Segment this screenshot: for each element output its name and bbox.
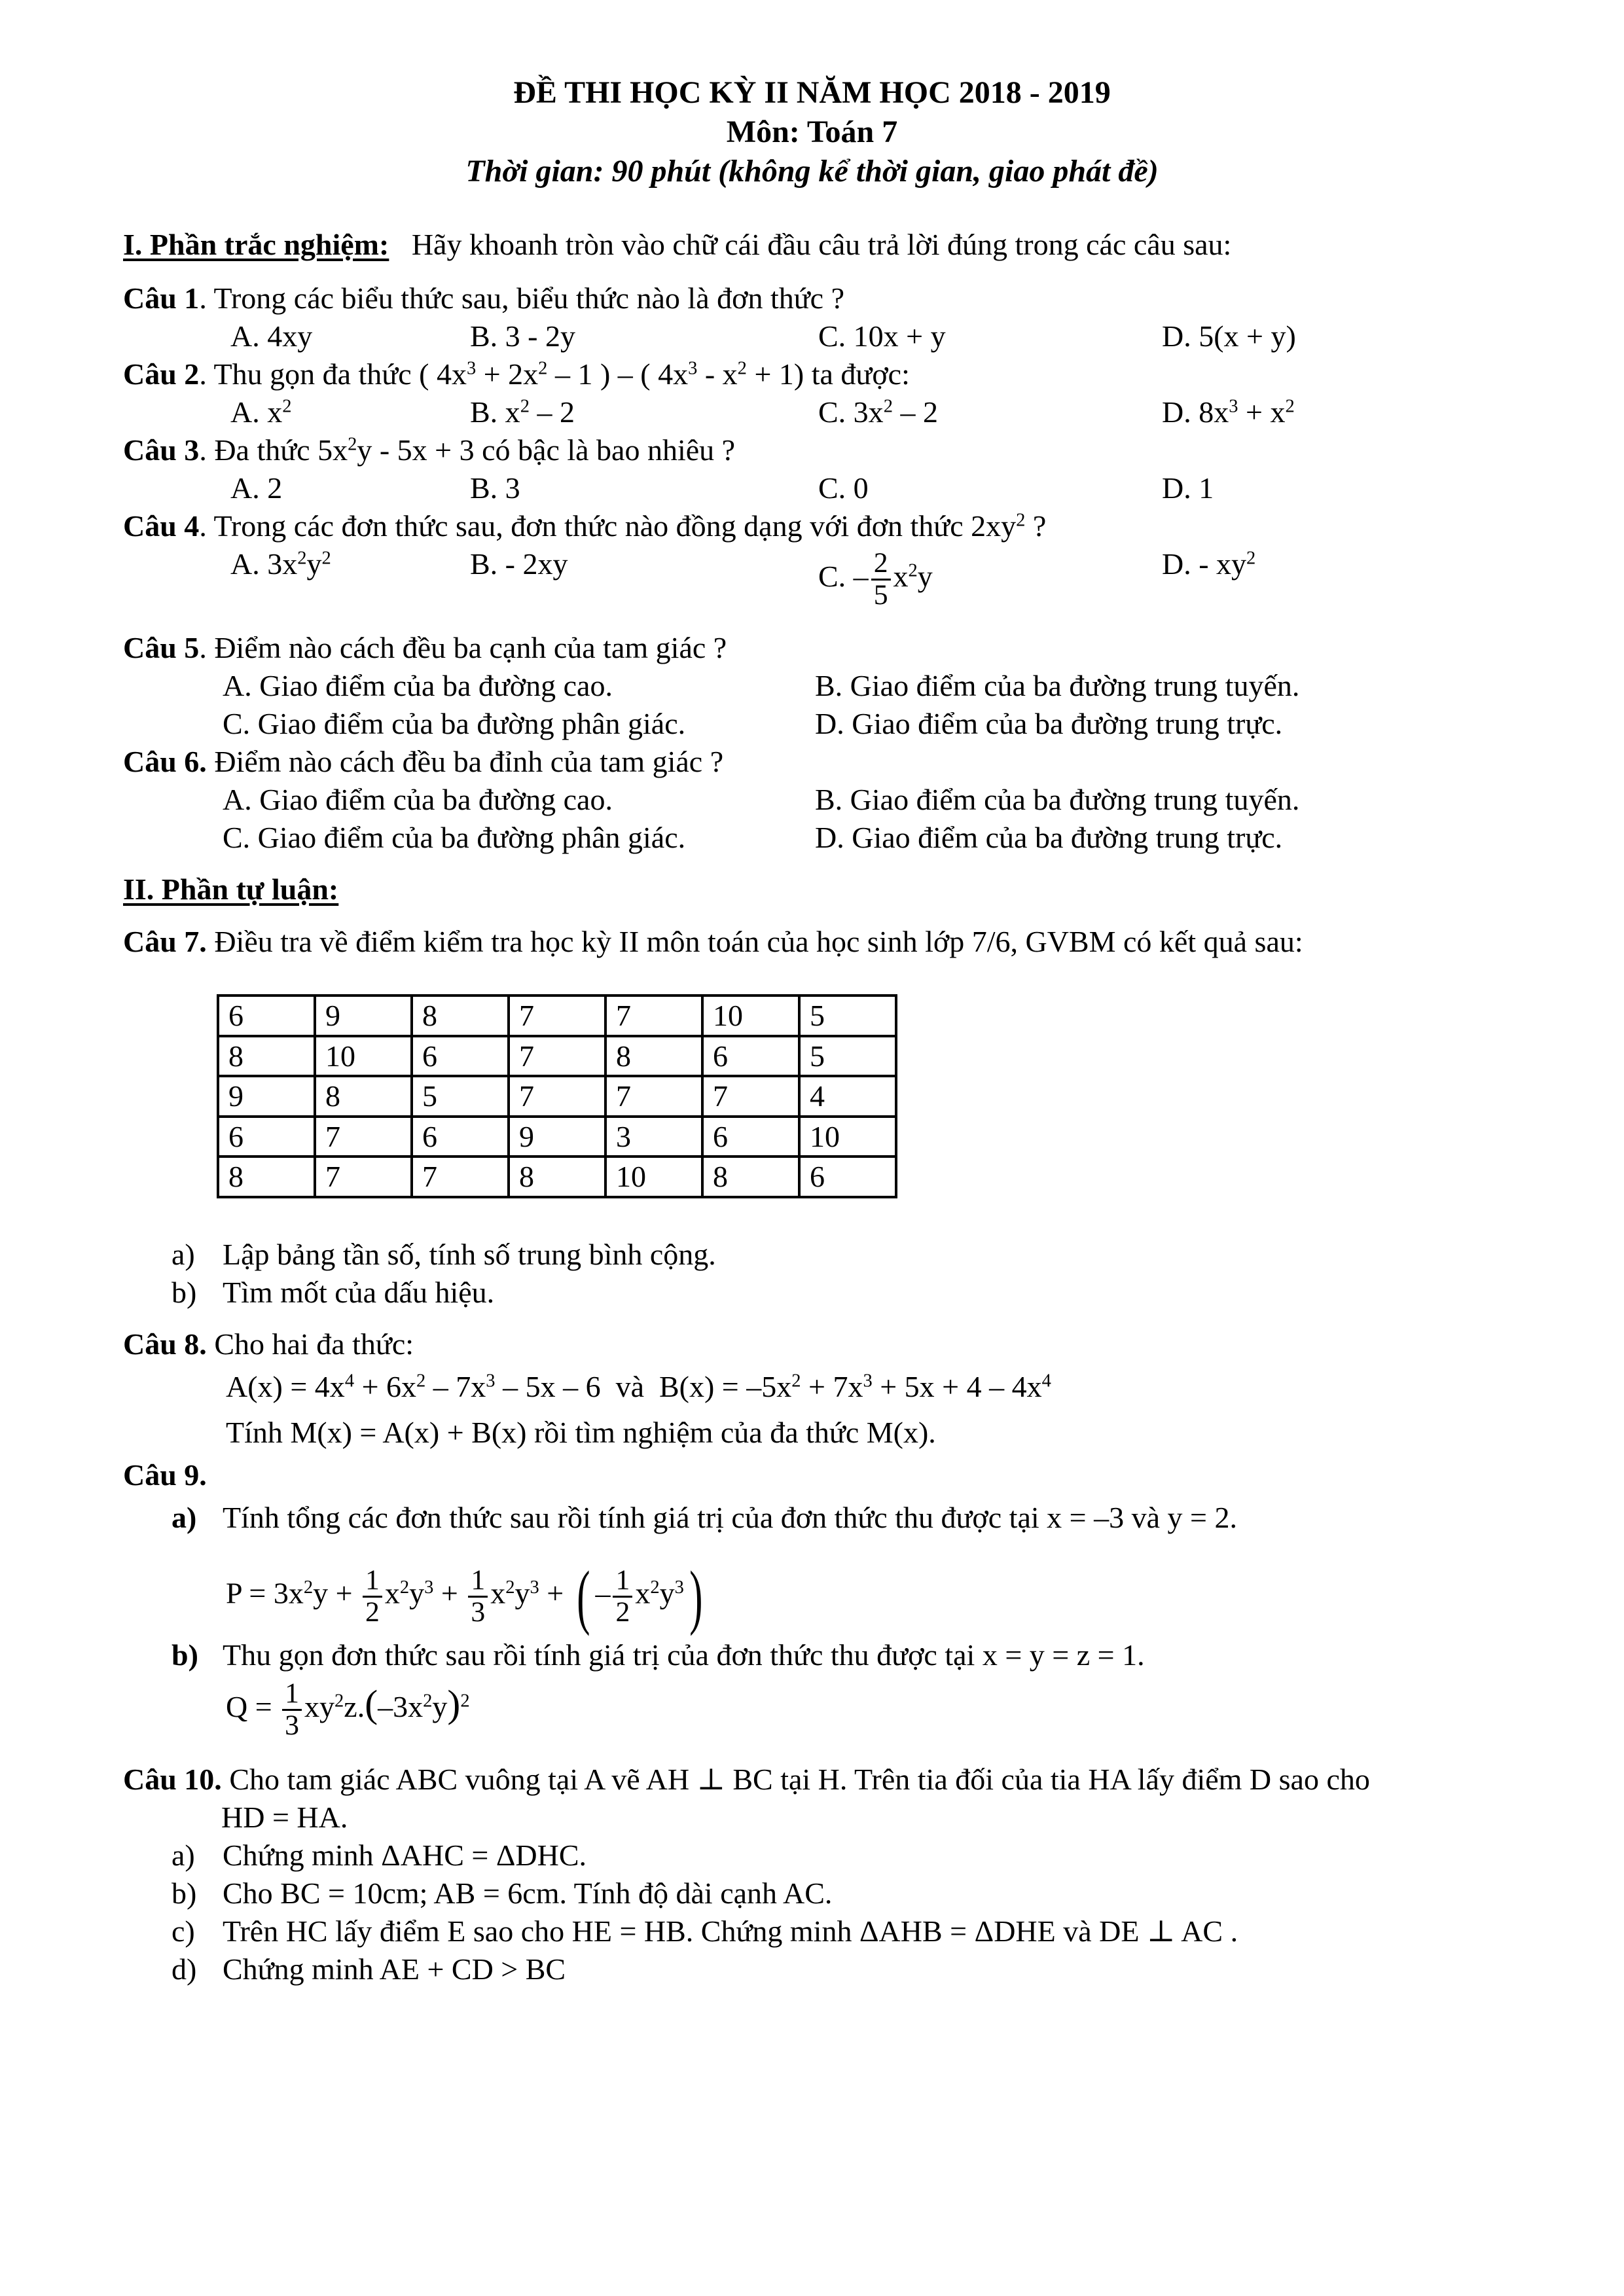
question-label: Câu 4 <box>123 509 200 543</box>
exponent: 2 <box>416 1371 426 1391</box>
table-cell: 8 <box>218 1036 315 1077</box>
exponent: 2 <box>303 1577 314 1598</box>
left-paren: ( <box>365 1681 378 1725</box>
item-text: Cho BC = 10cm; AB = 6cm. Tính độ dài cạnh AC. <box>223 1876 833 1910</box>
exponent: 2 <box>297 548 307 569</box>
numerator: 1 <box>363 1566 382 1598</box>
q2-text: . Thu gọn đa thức ( 4x <box>199 357 467 391</box>
table-cell: 10 <box>799 1117 896 1157</box>
exponent: 2 <box>1285 396 1295 417</box>
q1-option-c: C. 10x + y <box>818 319 946 353</box>
item-text: . <box>1137 1638 1145 1672</box>
formula-part: – <box>595 1576 611 1610</box>
q6-option-c: C. Giao điểm của ba đường phân giác. <box>223 821 686 854</box>
poly-a: – 5x – 6 <box>495 1370 601 1403</box>
exponent: 3 <box>674 1577 684 1598</box>
condition: x = –3 và y = 2 <box>1047 1501 1230 1534</box>
task-formula: M(x) <box>866 1416 929 1449</box>
formula-p <box>226 1551 708 1641</box>
table-row <box>218 1157 896 1197</box>
q1-option-d: D. 5(x + y) <box>1162 319 1296 353</box>
option-text: A. x <box>230 395 283 429</box>
table-cell: 10 <box>605 1157 702 1197</box>
q2-option-d <box>1162 393 1295 431</box>
formula-part: P = 3x <box>226 1576 304 1610</box>
formula-part: Q = <box>226 1689 280 1723</box>
q2-option-a <box>230 393 292 431</box>
question-1 <box>123 279 844 317</box>
formula-part: y <box>659 1576 675 1610</box>
table-cell: 9 <box>315 996 412 1036</box>
item-text: . <box>1229 1501 1237 1534</box>
question-6 <box>123 743 723 781</box>
q3-option-d: D. 1 <box>1162 471 1214 505</box>
option-text: – 2 <box>529 395 575 429</box>
exam-title: ĐỀ THI HỌC KỲ II NĂM HỌC 2018 - 2019 <box>513 75 1111 110</box>
q2-text: - x <box>697 357 738 391</box>
poly-a: A(x) = 4x <box>226 1370 345 1403</box>
option-text: – 2 <box>892 395 938 429</box>
numerator: 1 <box>282 1679 302 1711</box>
table-cell: 6 <box>799 1157 896 1197</box>
table-cell: 8 <box>702 1157 799 1197</box>
question-label: Câu 5 <box>123 631 200 664</box>
table-cell: 8 <box>605 1036 702 1077</box>
part1-heading: I. Phần trắc nghiệm: <box>123 228 389 261</box>
q5-option-a: A. Giao điểm của ba đường cao. <box>223 669 613 702</box>
question-label: Câu 7. <box>123 925 207 958</box>
q7-part-a <box>171 1236 716 1274</box>
exponent: 2 <box>348 434 357 455</box>
q9-part-a <box>171 1499 1237 1537</box>
q6-option-d: D. Giao điểm của ba đường trung trực. <box>815 821 1283 854</box>
option-text: B. x <box>470 395 520 429</box>
exponent: 2 <box>908 560 918 581</box>
exponent: 2 <box>791 1371 801 1391</box>
formula-part: y + <box>313 1576 361 1610</box>
item-marker: b) <box>171 1876 197 1910</box>
question-4 <box>123 507 1046 545</box>
item-text: Trên HC lấy điểm E sao cho HE = HB. Chứng minh ΔAHB = ΔDHE và DE ⊥ AC . <box>223 1914 1238 1948</box>
option-text: x <box>893 559 909 593</box>
table-cell: 7 <box>605 996 702 1036</box>
q7-part-b <box>171 1274 494 1312</box>
table-cell: 5 <box>412 1076 509 1117</box>
formula-part: z. <box>344 1689 365 1723</box>
table-cell: 8 <box>218 1157 315 1197</box>
question-label: Câu 6. <box>123 745 207 778</box>
question-label: Câu 8. <box>123 1327 207 1361</box>
item-text: Chứng minh AE + CD > BC <box>223 1952 566 1986</box>
item-text: Lập bảng tần số, tính số trung bình cộng. <box>223 1238 716 1271</box>
fraction <box>613 1566 632 1628</box>
item-text: Tính tổng các đơn thức sau rồi tính giá trị của đơn thức thu được tại <box>223 1501 1047 1534</box>
part1-heading-line <box>123 226 1231 264</box>
task-text: rồi tìm nghiệm của đa thức <box>526 1416 867 1449</box>
question-text: Cho tam giác ABC vuông tại A vẽ AH ⊥ BC tại H. Trên tia đối của tia HA lấy điểm D sao cho <box>221 1763 1370 1796</box>
table-cell: 3 <box>605 1117 702 1157</box>
formula-part: + <box>433 1576 466 1610</box>
exponent: 2 <box>737 358 747 379</box>
right-paren: ) <box>689 1556 703 1636</box>
formula-q <box>226 1679 470 1741</box>
exam-time: Thời gian: 90 phút (không kể thời gian, giao phát đề) <box>465 154 1159 188</box>
item-marker: b) <box>171 1276 197 1309</box>
question-text: Cho hai đa thức: <box>206 1327 414 1361</box>
question-10 <box>123 1761 1370 1799</box>
question-2 <box>123 355 910 393</box>
q10-part-d <box>171 1950 566 1988</box>
q9-part-b <box>171 1636 1145 1674</box>
denominator: 2 <box>615 1596 630 1628</box>
question-label: Câu 2 <box>123 357 200 391</box>
formula-part: x <box>635 1576 651 1610</box>
q8-task <box>226 1414 936 1452</box>
option-text: y <box>917 559 933 593</box>
denominator: 2 <box>365 1596 380 1628</box>
formula-part: x <box>490 1576 506 1610</box>
numerator: 1 <box>613 1566 632 1598</box>
condition: x = y = z = 1 <box>982 1638 1138 1672</box>
question-9-label: Câu 9. <box>123 1458 207 1492</box>
exponent: 2 <box>883 396 893 417</box>
part2-heading: II. Phần tự luận: <box>123 872 339 906</box>
table-cell: 10 <box>702 996 799 1036</box>
denominator: 3 <box>471 1596 486 1628</box>
table-cell: 8 <box>509 1157 605 1197</box>
table-cell: 6 <box>218 1117 315 1157</box>
formula-part: x <box>384 1576 400 1610</box>
fraction <box>282 1679 302 1741</box>
q3-option-a: A. 2 <box>230 471 283 505</box>
score-table <box>217 994 897 1198</box>
task-text: Tính <box>226 1416 291 1449</box>
table-cell: 7 <box>315 1117 412 1157</box>
exponent: 3 <box>863 1371 873 1391</box>
poly-b: + 5x + 4 – 4x <box>872 1370 1042 1403</box>
table-cell: 10 <box>315 1036 412 1077</box>
exam-subject: Môn: Toán 7 <box>726 115 898 149</box>
q3-option-b: B. 3 <box>470 471 520 505</box>
item-marker: a) <box>171 1839 195 1872</box>
q2-option-c <box>818 393 938 431</box>
exponent: 4 <box>344 1371 355 1391</box>
question-7 <box>123 923 1303 961</box>
q4-text: ? <box>1025 509 1047 543</box>
formula-part: xy <box>304 1689 335 1723</box>
item-text: Thu gọn đơn thức sau rồi tính giá trị của đơn thức thu được tại <box>223 1638 983 1672</box>
q4-option-d <box>1162 545 1255 583</box>
option-text: A. 3x <box>230 547 298 581</box>
formula-part: y <box>409 1576 425 1610</box>
q10-part-c <box>171 1912 1238 1950</box>
q5-option-c: C. Giao điểm của ba đường phân giác. <box>223 707 686 740</box>
q8-polynomials <box>226 1368 1051 1406</box>
task-text: . <box>928 1416 936 1449</box>
item-marker: b) <box>171 1638 198 1672</box>
question-text: . Trong các biểu thức sau, biểu thức nào là đơn thức ? <box>199 281 844 315</box>
table-cell: 4 <box>799 1076 896 1117</box>
exponent: 3 <box>1229 396 1238 417</box>
q2-text: + 1) ta được: <box>746 357 910 391</box>
exponent: 3 <box>688 358 698 379</box>
poly-a: – 7x <box>425 1370 486 1403</box>
formula-part: –3x <box>378 1689 424 1723</box>
q10-text-cont: HD = HA. <box>221 1801 348 1834</box>
exponent: 2 <box>538 358 548 379</box>
task-formula: M(x) = A(x) + B(x) <box>290 1416 527 1449</box>
exponent: 2 <box>520 396 530 417</box>
q3-option-c: C. 0 <box>818 471 869 505</box>
table-cell: 9 <box>509 1117 605 1157</box>
q4-option-c <box>818 548 933 611</box>
q1-option-a: A. 4xy <box>230 319 313 353</box>
left-paren: ( <box>576 1556 590 1636</box>
q2-option-b <box>470 393 575 431</box>
q3-text: y - 5x + 3 có bậc là bao nhiêu ? <box>357 433 736 467</box>
item-marker: c) <box>171 1914 195 1948</box>
exponent: 2 <box>334 1691 344 1712</box>
q4-option-a <box>230 545 331 583</box>
table-cell: 8 <box>315 1076 412 1117</box>
table-cell: 8 <box>412 996 509 1036</box>
table-cell: 7 <box>509 996 605 1036</box>
exponent: 2 <box>505 1577 515 1598</box>
table-row <box>218 1036 896 1077</box>
exponent: 3 <box>466 358 477 379</box>
q2-text: + 2x <box>476 357 539 391</box>
exponent: 2 <box>399 1577 410 1598</box>
numerator: 1 <box>468 1566 488 1598</box>
exponent: 4 <box>1041 1371 1051 1391</box>
denominator: 3 <box>285 1709 300 1741</box>
option-text: C. – <box>818 559 869 593</box>
table-cell: 6 <box>702 1117 799 1157</box>
exponent: 2 <box>1246 548 1256 569</box>
table-cell: 5 <box>799 996 896 1036</box>
option-text: + x <box>1238 395 1286 429</box>
table-cell: 6 <box>702 1036 799 1077</box>
q5-option-d: D. Giao điểm của ba đường trung trực. <box>815 707 1283 740</box>
q3-text: . Đa thức 5x <box>199 433 348 467</box>
option-text: C. 3x <box>818 395 884 429</box>
exponent: 3 <box>530 1577 539 1598</box>
item-marker: a) <box>171 1238 195 1271</box>
score-table-body <box>218 996 896 1197</box>
q6-option-a: A. Giao điểm của ba đường cao. <box>223 783 613 816</box>
fraction <box>871 548 891 611</box>
exponent: 3 <box>424 1577 434 1598</box>
table-cell: 5 <box>799 1036 896 1077</box>
table-cell: 9 <box>218 1076 315 1117</box>
formula-part: + <box>539 1576 571 1610</box>
table-row <box>218 996 896 1036</box>
table-cell: 7 <box>509 1076 605 1117</box>
item-text: Chứng minh ΔAHC = ΔDHC. <box>223 1839 587 1872</box>
formula-part: y <box>514 1576 530 1610</box>
part1-instruction: Hãy khoanh tròn vào chữ cái đầu câu trả lời đúng trong các câu sau: <box>411 228 1232 261</box>
q4-option-b: B. - 2xy <box>470 547 568 581</box>
question-label: Câu 10. <box>123 1763 222 1796</box>
table-cell: 6 <box>218 996 315 1036</box>
item-text: Tìm mốt của dấu hiệu. <box>223 1276 495 1309</box>
numerator: 2 <box>871 548 891 581</box>
table-cell: 7 <box>509 1036 605 1077</box>
q10-part-a <box>171 1837 586 1874</box>
option-text: D. 8x <box>1162 395 1229 429</box>
q5-option-b: B. Giao điểm của ba đường trung tuyến. <box>815 669 1300 702</box>
question-8 <box>123 1325 414 1363</box>
table-row <box>218 1076 896 1117</box>
q1-option-b: B. 3 - 2y <box>470 319 575 353</box>
question-label: Câu 3 <box>123 433 200 467</box>
exponent: 3 <box>486 1371 496 1391</box>
question-text: . Điểm nào cách đều ba cạnh của tam giác ? <box>199 631 727 664</box>
exponent: 2 <box>423 1691 433 1712</box>
fraction <box>468 1566 488 1628</box>
table-cell: 7 <box>412 1157 509 1197</box>
table-cell: 7 <box>702 1076 799 1117</box>
q4-text: . Trong các đơn thức sau, đơn thức nào đồng dạng với đơn thức 2xy <box>199 509 1017 543</box>
exponent: 2 <box>321 548 331 569</box>
exponent: 2 <box>282 396 292 417</box>
table-cell: 6 <box>412 1036 509 1077</box>
option-text: y <box>306 547 322 581</box>
table-cell: 6 <box>412 1117 509 1157</box>
poly-a: + 6x <box>354 1370 417 1403</box>
table-cell: 7 <box>315 1157 412 1197</box>
q10-part-b <box>171 1874 832 1912</box>
item-marker: d) <box>171 1952 197 1986</box>
question-text: Điều tra về điểm kiểm tra học kỳ II môn toán của học sinh lớp 7/6, GVBM có kết quả sau: <box>206 925 1303 958</box>
exponent: 2 <box>650 1577 660 1598</box>
table-cell: 7 <box>605 1076 702 1117</box>
exponent: 2 <box>1016 510 1026 531</box>
poly-b: B(x) = –5x <box>659 1370 792 1403</box>
table-row <box>218 1117 896 1157</box>
question-label: Câu 1 <box>123 281 200 315</box>
item-marker: a) <box>171 1501 197 1534</box>
exponent: 2 <box>460 1691 470 1712</box>
question-text: Điểm nào cách đều ba đỉnh của tam giác ? <box>206 745 724 778</box>
q6-option-b: B. Giao điểm của ba đường trung tuyến. <box>815 783 1300 816</box>
poly-b: + 7x <box>801 1370 863 1403</box>
question-5 <box>123 629 727 667</box>
option-text: D. - xy <box>1162 547 1247 581</box>
denominator: 5 <box>873 579 888 611</box>
question-3 <box>123 431 735 469</box>
right-paren: ) <box>447 1681 461 1725</box>
formula-part: y <box>432 1689 448 1723</box>
conjunction: và <box>600 1370 659 1403</box>
q2-text: – 1 ) – ( 4x <box>547 357 689 391</box>
fraction <box>363 1566 382 1628</box>
